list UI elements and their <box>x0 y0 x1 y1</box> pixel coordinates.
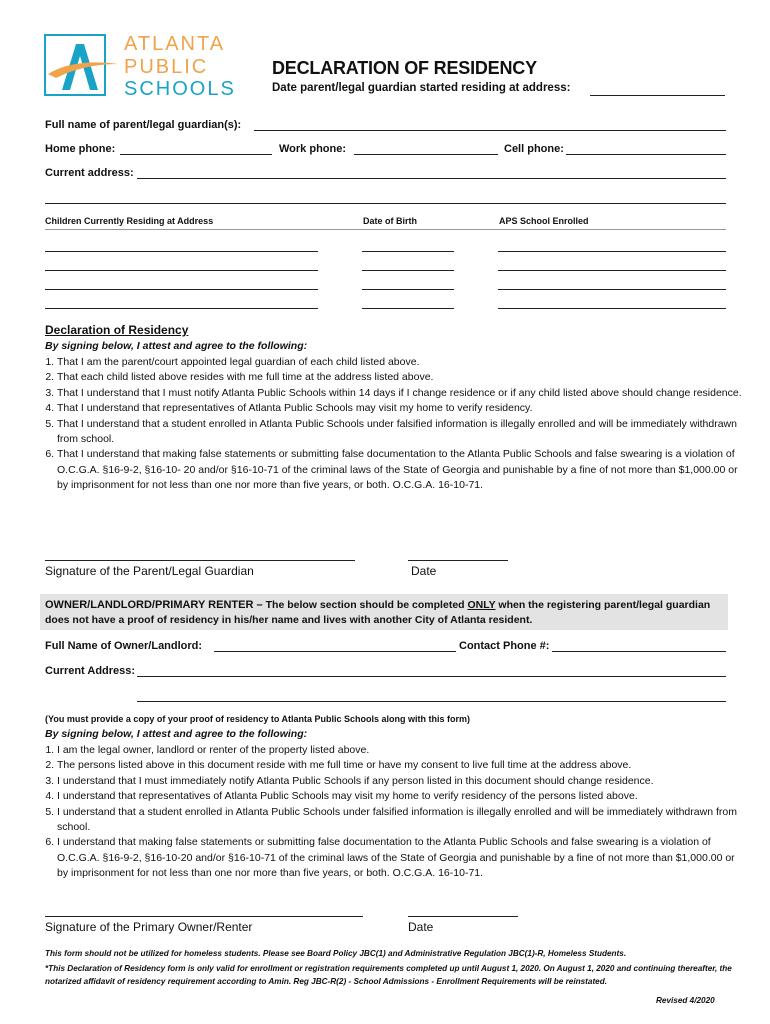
list-item: 3. I understand that I must immediately notify Atlanta Public Schools if any person listed in this document should change residence. <box>57 774 742 789</box>
start-date-field[interactable] <box>590 95 725 96</box>
child-name-field[interactable] <box>45 308 318 309</box>
table-header-rule <box>45 229 726 230</box>
parent-signature-date-field[interactable] <box>408 560 508 561</box>
owner-intro: By signing below, I attest and agree to the following: <box>45 728 308 740</box>
child-school-field[interactable] <box>498 289 726 290</box>
parent-name-label: Full name of parent/legal guardian(s): <box>45 119 242 131</box>
owner-signature-date-field[interactable] <box>408 916 518 917</box>
owner-name-label: Full Name of Owner/Landlord: <box>45 640 203 652</box>
list-item: 2. The persons listed above in this document reside with me full time or have my consent to live full time at the address above. <box>57 758 742 773</box>
list-item: 5. That I understand that a student enrolled in Atlanta Public Schools under falsified information is illegally enrolled and will be immediately withdrawn from school. <box>57 417 742 448</box>
child-name-field[interactable] <box>45 251 318 252</box>
owner-section-banner <box>40 594 728 630</box>
child-school-field[interactable] <box>498 270 726 271</box>
child-school-field[interactable] <box>498 308 726 309</box>
list-item: 5. I understand that a student enrolled in Atlanta Public Schools under falsified information is illegally enrolled and will be immediately withdrawn from school. <box>57 805 742 836</box>
logo <box>44 34 120 101</box>
owner-banner-heading: OWNER/LANDLORD/PRIMARY RENTER – <box>45 599 266 611</box>
current-address-field-2[interactable] <box>45 203 726 204</box>
logo-line1: ATLANTA <box>124 33 226 55</box>
cell-phone-field[interactable] <box>566 154 726 155</box>
child-school-field[interactable] <box>498 251 726 252</box>
parent-date-label: Date <box>411 564 437 578</box>
col-children: Children Currently Residing at Address <box>45 216 214 226</box>
logo-a-icon <box>44 34 120 98</box>
work-phone-field[interactable] <box>354 154 498 155</box>
cell-phone-label: Cell phone: <box>504 143 564 155</box>
col-school: APS School Enrolled <box>499 216 589 226</box>
child-dob-field[interactable] <box>362 270 454 271</box>
owner-name-field[interactable] <box>214 651 456 652</box>
owner-phone-field[interactable] <box>552 651 726 652</box>
current-address-field[interactable] <box>137 178 726 179</box>
owner-date-label: Date <box>408 920 434 934</box>
parent-signature-field[interactable] <box>45 560 355 561</box>
proof-note: (You must provide a copy of your proof of residency to Atlanta Public Schools along with this form) <box>45 714 471 724</box>
declaration-list <box>45 355 742 494</box>
col-dob: Date of Birth <box>363 216 417 226</box>
revised-date: Revised 4/2020 <box>656 996 715 1005</box>
list-item: 1. I am the legal owner, landlord or renter of the property listed above. <box>57 743 742 758</box>
child-name-field[interactable] <box>45 270 318 271</box>
footer-validity-note: *This Declaration of Residency form is only valid for enrollment or registration requirements completed up until August 1, 2020. On August 1, 2020 and continuing thereafter, the notarized affidavit of residency requirement according to Amin. Reg JBC-R(2) - School Admissions - Enrollment Requirements will be reinstated. <box>45 964 732 986</box>
owner-address-label: Current Address: <box>45 665 136 677</box>
list-item: 2. That each child listed above resides with me full time at the address listed above. <box>57 370 742 385</box>
owner-banner-text: The below section should be completed <box>265 599 468 611</box>
list-item: 6. I understand that making false statements or submitting false documentation to the Atlanta Public Schools and false swearing is a violation of O.C.G.A. §16-9-2, §16-10-20 and/or §16-10-71 of the criminal laws of the State of Georgia and punishable by a fine of not more than $1,000.00 or by imprisonment for not less than one nor more than five years, or both. O.C.G.A. 16-10-71. <box>57 835 742 881</box>
list-item: 4. That I understand that representatives of Atlanta Public Schools may visit my home to verify residency. <box>57 401 742 416</box>
logo-line2: PUBLIC <box>124 56 209 78</box>
list-item: 1. That I am the parent/court appointed legal guardian of each child listed above. <box>57 355 742 370</box>
list-item: 4. I understand that representatives of Atlanta Public Schools may visit my home to verify residency of the persons listed above. <box>57 789 742 804</box>
owner-signature-field[interactable] <box>45 916 363 917</box>
owner-banner-text-2: when the registering parent/legal guardian does not have a proof of residency in his/her name and lives with another City of Atlanta resident. <box>45 599 711 626</box>
owner-banner-only: ONLY <box>467 599 496 611</box>
home-phone-field[interactable] <box>120 154 272 155</box>
child-dob-field[interactable] <box>362 289 454 290</box>
start-date-label: Date parent/legal guardian started residing at address: <box>272 82 571 94</box>
owner-address-field-2[interactable] <box>137 701 726 702</box>
list-item: 3. That I understand that I must notify Atlanta Public Schools within 14 days if I change residence or if any child listed above should change residence. <box>57 386 742 401</box>
child-dob-field[interactable] <box>362 308 454 309</box>
owner-address-field[interactable] <box>137 676 726 677</box>
page-title: DECLARATION OF RESIDENCY <box>272 58 537 78</box>
home-phone-label: Home phone: <box>45 143 116 155</box>
child-name-field[interactable] <box>45 289 318 290</box>
owner-phone-label: Contact Phone #: <box>459 640 550 652</box>
work-phone-label: Work phone: <box>279 143 347 155</box>
logo-line3: SCHOOLS <box>124 78 236 100</box>
current-address-label: Current address: <box>45 167 134 179</box>
parent-name-field[interactable] <box>254 130 726 131</box>
declaration-title: Declaration of Residency <box>45 323 189 337</box>
owner-signature-label: Signature of the Primary Owner/Renter <box>45 920 253 934</box>
owner-list <box>45 743 742 882</box>
list-item: 6. That I understand that making false statements or submitting false documentation to the Atlanta Public Schools and false swearing is a violation of O.C.G.A. §16-9-2, §16-10- 20 and/or §16-10-71 of the criminal laws of the State of Georgia and punishable by a fine of not more than $1,000.00 or by imprisonment for not less than one nor more than five years, or both. O.C.G.A. 16-10-71. <box>57 447 742 493</box>
footer-homeless-note: This form should not be utilized for homeless students. Please see Board Policy JBC(1) and Administrative Regulation JBC(1)-R, Homeless Students. <box>45 949 627 958</box>
parent-signature-label: Signature of the Parent/Legal Guardian <box>45 564 254 578</box>
declaration-intro: By signing below, I attest and agree to the following: <box>45 340 308 352</box>
child-dob-field[interactable] <box>362 251 454 252</box>
